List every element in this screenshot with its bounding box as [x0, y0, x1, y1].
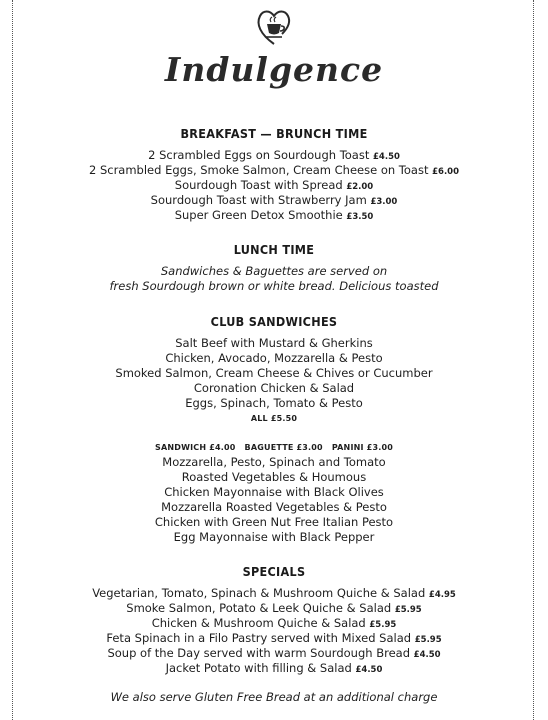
club-item: Mozzarella, Pesto, Spinach and Tomato [162, 455, 386, 469]
specials-item: Soup of the Day served with warm Sourdough Bread £4.50 [107, 646, 441, 660]
club-all-price: ALL £5.50 [250, 414, 298, 423]
club-list-2 [0, 440, 548, 545]
specials-item: Vegetarian, Tomato, Spinach & Mushroom Quiche & Salad £4.95 [92, 586, 456, 600]
breakfast-item: Sourdough Toast with Strawberry Jam £3.00 [150, 193, 398, 207]
club-item: Chicken Mayonnaise with Black Olives [164, 485, 384, 499]
specials-item: Jacket Potato with filling & Salad £4.50 [165, 661, 383, 675]
club-item: Coronation Chicken & Salad [193, 381, 355, 395]
club-item: Mozzarella Roasted Vegetables & Pesto [161, 500, 387, 514]
club-item: Chicken with Green Nut Free Italian Pesto [154, 515, 394, 529]
club-title: CLUB SANDWICHES [210, 314, 338, 329]
breakfast-item: Super Green Detox Smoothie £3.50 [174, 208, 374, 222]
sandwich-price: SANDWICH £4.00 [155, 443, 236, 452]
specials-item: Feta Spinach in a Filo Pastry served with Mixed Salad £5.95 [106, 631, 442, 645]
brand-logo [0, 4, 548, 89]
breakfast-item: 2 Scrambled Eggs on Sourdough Toast £4.50 [148, 148, 400, 162]
baguette-price: BAGUETTE £3.00 [244, 443, 323, 452]
footer [0, 690, 548, 705]
panini-price: PANINI £3.00 [331, 443, 393, 452]
specials-title: SPECIALS [242, 564, 306, 579]
heart-cup-icon [254, 4, 294, 48]
breakfast-item: Sourdough Toast with Spread £2.00 [174, 178, 374, 192]
lunch-note [0, 264, 548, 294]
specials-item: Chicken & Mushroom Quiche & Salad £5.95 [151, 616, 397, 630]
club-item: Salt Beef with Mustard & Gherkins [175, 336, 373, 350]
club-item: Chicken, Avocado, Mozzarella & Pesto [165, 351, 383, 365]
club-item: Roasted Vegetables & Houmous [181, 470, 367, 484]
breakfast-title: BREAKFAST — BRUNCH TIME [180, 126, 368, 141]
lunch-note-line: Sandwiches & Baguettes are served on [160, 264, 388, 278]
breakfast-list [0, 148, 548, 223]
club-item: Smoked Salmon, Cream Cheese & Chives or Cucumber [115, 366, 433, 380]
footer-note: We also serve Gluten Free Bread at an additional charge [110, 690, 438, 704]
club-item: Egg Mayonnaise with Black Pepper [173, 530, 375, 544]
brand-name: Indulgence [164, 50, 384, 89]
club-item: Eggs, Spinach, Tomato & Pesto [185, 396, 363, 410]
club-price-row [0, 440, 548, 455]
breakfast-item: 2 Scrambled Eggs, Smoke Salmon, Cream Cheese on Toast £6.00 [88, 163, 460, 177]
club-list [0, 336, 548, 426]
lunch-note-line: fresh Sourdough brown or white bread. Delicious toasted [109, 279, 439, 293]
specials-item: Smoke Salmon, Potato & Leek Quiche & Salad £5.95 [126, 601, 422, 615]
lunch-title: LUNCH TIME [233, 242, 315, 257]
specials-list [0, 586, 548, 676]
